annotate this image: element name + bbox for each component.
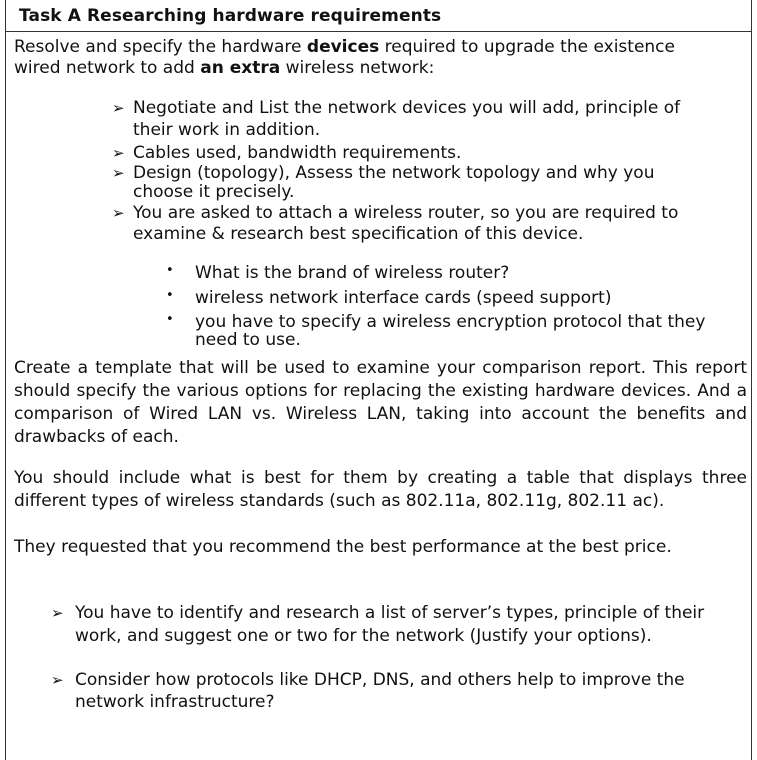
arrow-bullet-icon: ➢ — [51, 604, 64, 622]
dot-bullet-icon: • — [166, 263, 174, 278]
intro-text: required to upgrade the existence — [379, 37, 675, 57]
router-spec-line: need to use. — [195, 330, 301, 350]
requirement-line: their work in addition. — [133, 120, 321, 140]
arrow-bullet-icon: ➢ — [112, 204, 125, 222]
final-point-line: You have to identify and research a list of server’s types, principle of their — [75, 603, 705, 623]
intro-text: Resolve and specify the hardware — [14, 37, 307, 57]
requirement-line: examine & research best specification of this device. — [133, 224, 584, 244]
router-spec-line: wireless network interface cards (speed support) — [195, 288, 612, 308]
arrow-bullet-icon: ➢ — [51, 671, 64, 689]
task-title: Task A Researching hardware requirements — [19, 6, 442, 26]
requirement-line: choose it precisely. — [133, 182, 295, 202]
intro-text: wired network to add — [14, 58, 201, 78]
final-point-line: network infrastructure? — [75, 692, 275, 712]
router-spec-line: you have to specify a wireless encryption protocol that they — [195, 312, 706, 332]
intro-bold-devices: devices — [306, 37, 380, 57]
final-point-line: work, and suggest one or two for the network (Justify your options). — [75, 626, 652, 646]
template-paragraph: Create a template that will be used to examine your comparison report. This report should specify the various options for replacing the existing hardware devices. And a comparison of Wired LAN vs. Wireless LAN, taking into account the benefits and drawbacks of each. — [14, 358, 747, 447]
dot-bullet-icon: • — [166, 312, 174, 327]
intro-line-2 — [14, 57, 434, 79]
arrow-bullet-icon: ➢ — [112, 99, 125, 117]
title-row — [5, 0, 752, 32]
arrow-bullet-icon: ➢ — [112, 164, 125, 182]
requirement-line: Negotiate and List the network devices you will add, principle of — [133, 98, 681, 118]
requirement-line: Cables used, bandwidth requirements. — [133, 143, 462, 163]
dot-bullet-icon: • — [166, 288, 174, 303]
requirement-line: You are asked to attach a wireless router, so you are required to — [133, 203, 679, 223]
intro-line-1 — [14, 36, 675, 58]
recommend-paragraph: They requested that you recommend the best performance at the best price. — [14, 537, 672, 557]
requirement-line: Design (topology), Assess the network topology and why you — [133, 163, 655, 183]
final-point-line: Consider how protocols like DHCP, DNS, and others help to improve the — [75, 670, 685, 690]
intro-bold-extra: an extra — [200, 58, 281, 78]
router-spec-line: What is the brand of wireless router? — [195, 263, 510, 283]
standards-paragraph: You should include what is best for them by creating a table that displays three different types of wireless standards (such as 802.11a, 802.11g, 802.11 ac). — [14, 468, 747, 511]
intro-text: wireless network: — [280, 58, 435, 78]
arrow-bullet-icon: ➢ — [112, 144, 125, 162]
